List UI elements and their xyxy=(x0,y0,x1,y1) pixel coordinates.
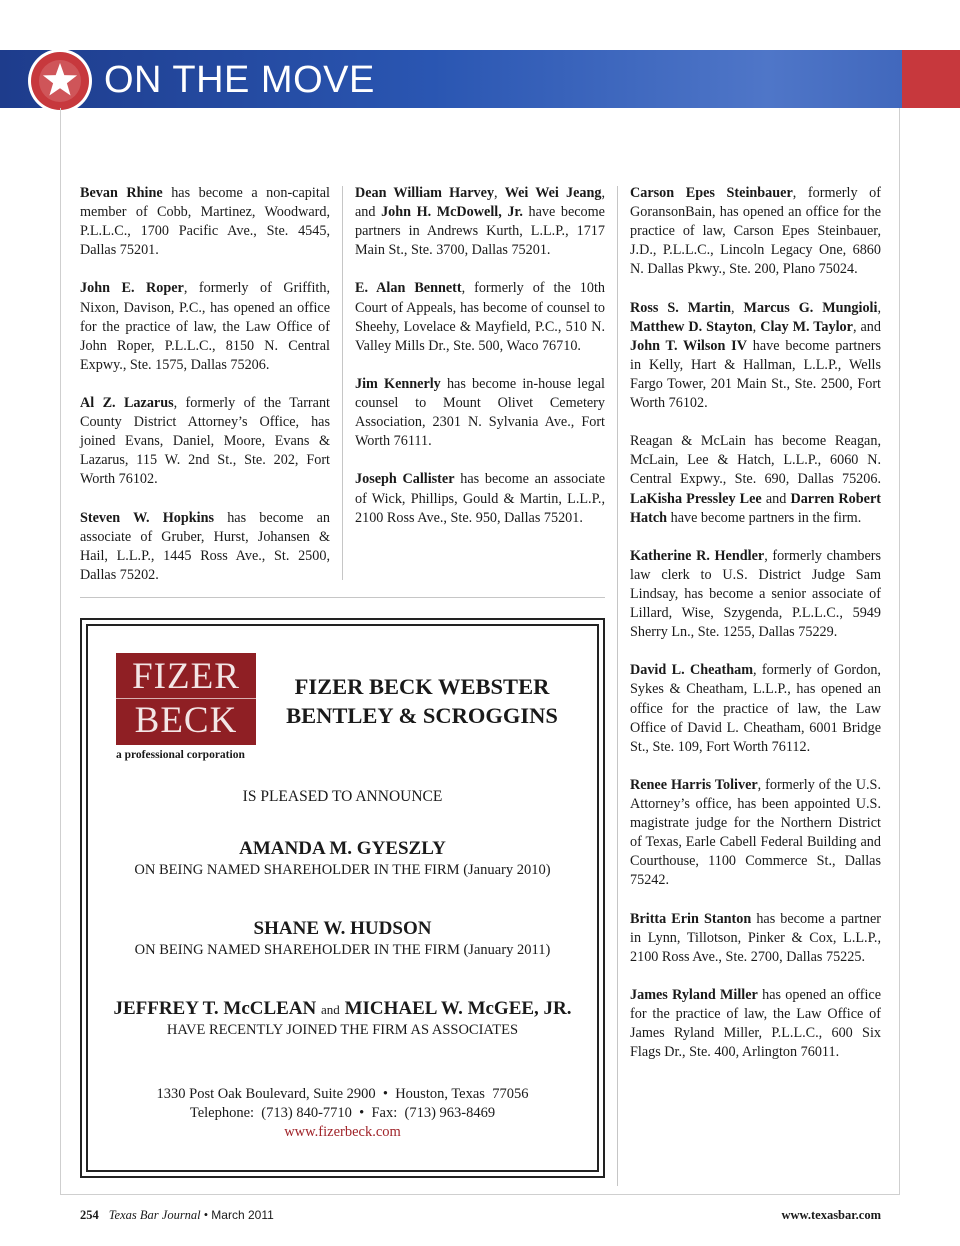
person-name: John H. McDowell, Jr. xyxy=(381,204,523,221)
person-name: Bevan Rhine xyxy=(80,185,163,201)
honoree-note: HAVE RECENTLY JOINED THE FIRM AS ASSOCIATES xyxy=(166,1022,519,1038)
person-name: E. Alan Bennett xyxy=(355,280,462,297)
firm-contact xyxy=(84,1085,601,1123)
announcement: James Ryland Miller has opened an office for the practice of law, the Law Office of James Ryland Miller, P.L.L.C., 600 Six Flags Dr., Ste. 400, Arlington 76011. xyxy=(630,986,881,1061)
column-3 xyxy=(630,184,881,1081)
column-2 xyxy=(355,184,605,547)
announcement: Steven W. Hopkins has become an associate of Gruber, Hurst, Johansen & Hail, L.L.P., 1445 Ross Ave., St. 2500, Dallas 75202. xyxy=(80,509,330,583)
firm-address: 1330 Post Oak Boulevard, Suite 2900 • Houston, Texas 77056 xyxy=(156,1086,529,1102)
announcement: Britta Erin Stanton has become a partner in Lynn, Tillotson, Pinker & Cox, L.L.P., 2100 Ross Ave., Ste. 2700, Dallas 75225. xyxy=(630,910,881,965)
announcement: David L. Cheatham, formerly of Gordon, Sykes & Cheatham, L.L.P., has opened an office for the practice of law, the Law Office of David L. Cheatham, 6001 Bridge St., Ste. 109, Fort Worth 76112. xyxy=(630,662,881,755)
person-name: Britta Erin Stanton xyxy=(630,910,752,927)
logo-text: BECK xyxy=(134,700,238,741)
person-name: Renee Harris Toliver xyxy=(630,776,758,793)
firm-name: FIZER BECK WEBSTER BENTLEY & SCROGGINS xyxy=(286,674,558,728)
person-name: James Ryland Miller xyxy=(630,986,758,1003)
person-name: Jim Kennerly xyxy=(355,375,441,392)
firm-logo xyxy=(116,653,256,745)
announcement: Reagan & McLain has become Reagan, McLain, Lee & Hatch, L.L.P., 6060 N. Central Expwy., Ste. 690, Dallas 75206. LaKisha Pressley Lee and Darren Robert Hatch have become partners in the firm. xyxy=(630,433,881,526)
person-name: Joseph Callister xyxy=(355,471,455,488)
announcement: E. Alan Bennett, formerly of the 10th Court of Appeals, has become of counsel to Sheehy, Lovelace & Mayfield, P.C., 510 N. Valley Mills Dr., Ste. 500, Waco 76710. xyxy=(355,280,605,354)
announcement: Renee Harris Toliver, formerly of the U.S. Attorney’s office, has been appointed U.S. magistrate judge for the Northern District of Texas, Earle Cabell Federal Building and Courthouse, 1100 Commerce St., Dallas 75242. xyxy=(630,776,881,889)
frame-line-bottom xyxy=(60,1194,900,1195)
honoree-note: ON BEING NAMED SHAREHOLDER IN THE FIRM (January 2010) xyxy=(134,862,551,878)
announcement: Bevan Rhine has become a non-capital member of Cobb, Martinez, Woodward, P.L.L.C., 1700 Pacific Ave., Ste. 4545, Dallas 75201. xyxy=(80,185,330,259)
person-name: Marcus G. Mungioli xyxy=(743,299,878,316)
person-name: John T. Wilson IV xyxy=(630,337,747,354)
person-name: Wei Wei Jeang xyxy=(504,185,602,201)
announcement: Jim Kennerly has become in-house legal counsel to Mount Olivet Cemetery Association, 2301 N. Sylvania Ave., Fort Worth 76111. xyxy=(355,375,605,450)
page-footer: 254 Texas Bar Journal • March 2011 xyxy=(80,1208,274,1222)
logo-subtitle: a professional corporation xyxy=(116,749,245,761)
page-title: ON THE MOVE xyxy=(104,59,375,101)
column-divider xyxy=(617,186,618,1186)
frame-line-right xyxy=(899,108,900,1194)
announcement: John E. Roper, formerly of Griffith, Nixon, Davison, P.C., has opened an office for the practice of law, the Law Office of John Roper, P.L.L.C., 8150 N. Central Expwy., Ste. 1575, Dallas 75206. xyxy=(80,280,330,373)
person-name: John E. Roper xyxy=(80,280,184,297)
person-name: David L. Cheatham xyxy=(630,662,754,679)
person-name: Al Z. Lazarus xyxy=(80,395,174,412)
announce-text: IS PLEASED TO ANNOUNCE xyxy=(242,788,443,805)
announcement: Carson Epes Steinbauer, formerly of GoransonBain, has opened an office for the practice of law, Carson Epes Steinbauer, J.D., P.L.L.C., Lincoln Legacy One, 6860 N. Dallas Pkwy., Ste. 200, Plano 75024. xyxy=(630,185,881,278)
person-name: LaKisha Pressley Lee xyxy=(630,490,762,507)
person-name: Carson Epes Steinbauer xyxy=(630,185,793,201)
logo-text: FIZER xyxy=(132,656,240,697)
announcement: Ross S. Martin, Marcus G. Mungioli, Matthew D. Stayton, Clay M. Taylor, and John T. Wilson IV have become partners in Kelly, Hart & Hallman, L.L.P., Wells Fargo Tower, 201 Main St., Ste. 2500, Fort Worth 76102. xyxy=(630,299,881,412)
firm-website-link[interactable]: www.fizerbeck.com xyxy=(284,1124,401,1140)
column-1 xyxy=(80,184,330,604)
honoree-name: AMANDA M. GYESZLY xyxy=(239,838,446,859)
announcement: Katherine R. Hendler, formerly chambers law clerk to U.S. District Judge Sam Lindsay, has become a senior associate of Lillard, Wise, Szygenda, P.L.L.C., 5949 Sherry Ln., Ste. 1255, Dallas 75229. xyxy=(630,547,881,641)
honoree-name: SHANE W. HUDSON xyxy=(253,918,432,939)
person-name: Darren Robert Hatch xyxy=(630,490,881,526)
person-name: Katherine R. Hendler xyxy=(630,547,765,564)
column-divider xyxy=(342,186,343,580)
person-name: Ross S. Martin xyxy=(630,299,732,316)
firm-phone: Telephone: (713) 840-7710 • Fax: (713) 963-8469 xyxy=(189,1105,496,1121)
header-banner-accent xyxy=(902,50,960,108)
section-divider xyxy=(80,597,605,598)
footer-url[interactable]: www.texasbar.com xyxy=(781,1208,881,1222)
page-number: 254 xyxy=(80,1208,99,1222)
person-name: Dean William Harvey xyxy=(355,185,495,201)
person-name: Clay M. Taylor xyxy=(760,318,853,335)
announcement: Al Z. Lazarus, formerly of the Tarrant County District Attorney’s Office, has joined Evans, Daniel, Moore, Evans & Lazarus, 115 W. 2nd St., Ste. 202, Fort Worth 76102. xyxy=(80,395,330,488)
announcement: Joseph Callister has become an associate of Wick, Phillips, Gould & Martin, L.L.P., 2100 Ross Ave., Ste. 950, Dallas 75201. xyxy=(355,471,605,526)
star-icon xyxy=(27,48,93,114)
announcement: Dean William Harvey, Wei Wei Jeang, and John H. McDowell, Jr. have become partners in Andrews Kurth, L.L.P., 1717 Main St., Ste. 3700, Dallas 75201. xyxy=(355,185,606,259)
person-name: Matthew D. Stayton xyxy=(630,318,753,335)
magazine-name: Texas Bar Journal xyxy=(108,1208,201,1222)
frame-line-left xyxy=(60,108,61,1194)
person-name: Steven W. Hopkins xyxy=(80,509,215,526)
honoree-names: JEFFREY T. McCLEAN and MICHAEL W. McGEE, JR. xyxy=(113,998,572,1019)
issue-date: March 2011 xyxy=(211,1208,274,1222)
honoree-note: ON BEING NAMED SHAREHOLDER IN THE FIRM (January 2011) xyxy=(134,942,551,958)
